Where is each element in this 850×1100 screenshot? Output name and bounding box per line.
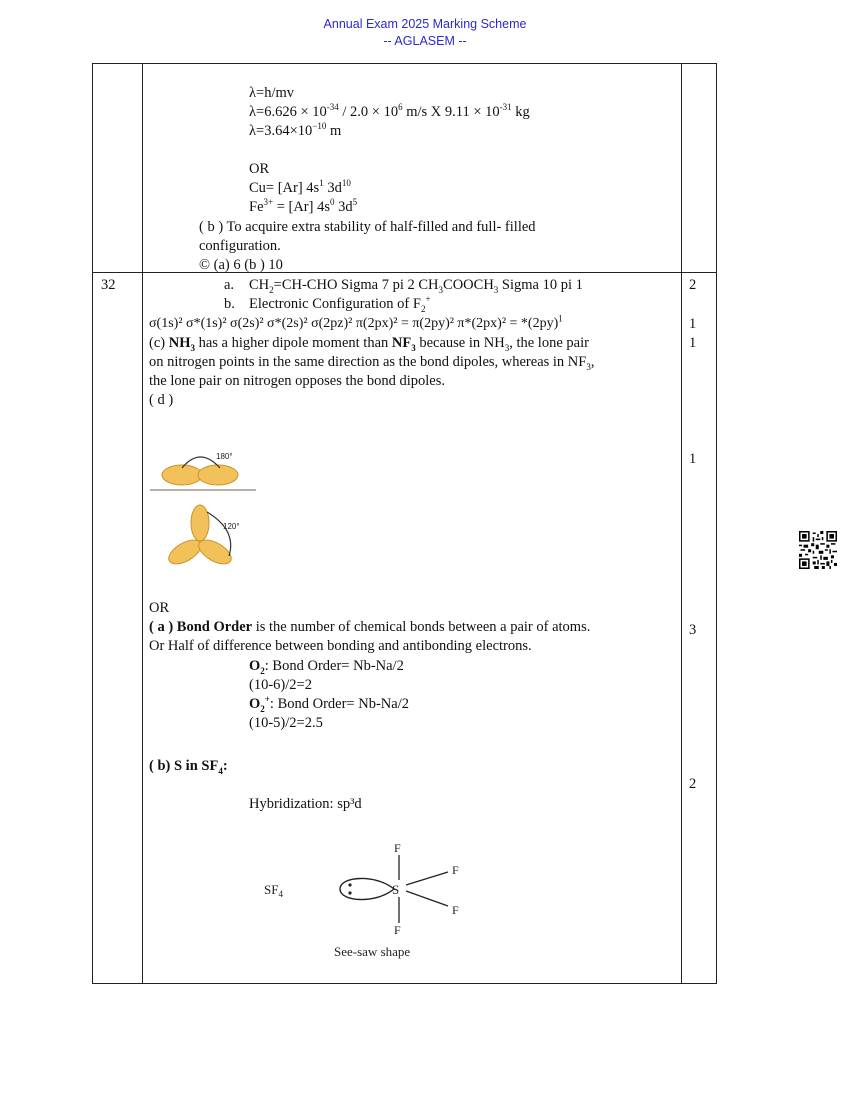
mark-or-b: 2 <box>689 776 697 792</box>
lambda-formula: λ=h/mv <box>249 85 295 101</box>
o2-plus-bond-order: $O_2^+$: Bond Order= Nb-Na/2 <box>249 694 409 714</box>
sulfur-atom: S <box>392 882 400 897</box>
o2-bond-order: $O_2$: Bond Order= Nb-Na/2 <box>249 658 404 676</box>
header-title: Annual Exam 2025 Marking Scheme <box>323 17 527 31</box>
see-saw-label: See-saw shape <box>334 944 411 959</box>
trigonal-orbital-diagram <box>155 500 250 572</box>
mo-configuration: σ(1s)² σ*(1s)² σ(2s)² σ*(2s)² σ(2pz)² π(2px)² = π(2py)² $\pi*(2px)^2 = *(2py)^1$ <box>149 313 563 331</box>
header-source: -- AGLASEM -- <box>383 34 467 48</box>
sf4-heading: ( b) S in $SF_4$: <box>149 758 228 776</box>
answer-b-line2: configuration. <box>199 238 281 254</box>
angle-180-label: 180° <box>216 452 233 461</box>
mark-a: 2 <box>689 277 697 293</box>
fluorine-bottom: F <box>394 923 401 937</box>
sf4-structure-diagram <box>258 838 478 966</box>
lambda-result: $\lambda=3.64\times 10^{-10}$ m <box>249 121 342 139</box>
bond-order-definition: ( a ) Bond Order is the number of chemical bonds between a pair of atoms. <box>149 619 591 635</box>
fe-config: $Fe^{3+} = [Ar]$ $4s^0$ $3d^5$ <box>249 197 358 215</box>
part-a-label: a. <box>224 277 235 293</box>
part-c-line1: (c) $NH_3$ has a higher dipole moment than $NF_3$ because in $NH_3$, the lone pair <box>149 335 589 353</box>
o2-plus-calculation: (10-5)/2=2.5 <box>249 715 323 731</box>
mark-or-a: 3 <box>689 622 697 638</box>
row-divider <box>93 272 716 273</box>
answer-c-line: © (a) 6 (b ) 10 <box>199 257 283 273</box>
column-divider-2 <box>681 64 682 983</box>
fluorine-upper-right: F <box>452 863 459 877</box>
mark-c: 1 <box>689 335 697 351</box>
lambda-substitution: $\lambda=6.626 \times 10^{-34} / 2.0 \times 10^6$ m/s X $9.11 \times 10^{-31}$ kg <box>249 102 530 120</box>
fluorine-lower-right: F <box>452 903 459 917</box>
cu-config: Cu= [Ar] $4s^1$ $3d^{10}$ <box>249 178 351 196</box>
part-d-label: ( d ) <box>149 392 174 408</box>
column-divider-1 <box>142 64 143 983</box>
fluorine-top: F <box>394 841 401 855</box>
or-label: OR <box>249 161 270 177</box>
hybridization: Hybridization: sp³d <box>249 796 362 812</box>
sf4-label: $SF_4$ <box>264 882 283 899</box>
bond-order-alt-definition: Or Half of difference between bonding and antibonding electrons. <box>149 638 532 654</box>
part-b-text: Electronic Configuration of $F_2^+$ <box>249 294 431 314</box>
part-c-line3: the lone pair on nitrogen opposes the bond dipoles. <box>149 373 445 389</box>
page-header <box>0 16 850 50</box>
o2-calculation: (10-6)/2=2 <box>249 677 312 693</box>
linear-orbital-diagram <box>148 448 260 496</box>
mark-d: 1 <box>689 451 697 467</box>
part-c-line2: on nitrogen points in the same direction as the bond dipoles, whereas in $NF_3$, <box>149 354 595 372</box>
question-number: 32 <box>101 277 116 293</box>
mark-b: 1 <box>689 316 697 332</box>
or-label-2: OR <box>149 600 170 616</box>
part-b-label: b. <box>224 296 235 312</box>
qr-code-icon[interactable] <box>799 531 837 569</box>
part-a-text: $CH_2=CH$-CHO Sigma 7 pi 2 $CH_3COOCH_3$ Sigma 10 pi 1 <box>249 277 583 295</box>
angle-120-label: 120° <box>223 522 240 531</box>
answer-b-line1: ( b ) To acquire extra stability of half-filled and full- filled <box>199 219 536 235</box>
